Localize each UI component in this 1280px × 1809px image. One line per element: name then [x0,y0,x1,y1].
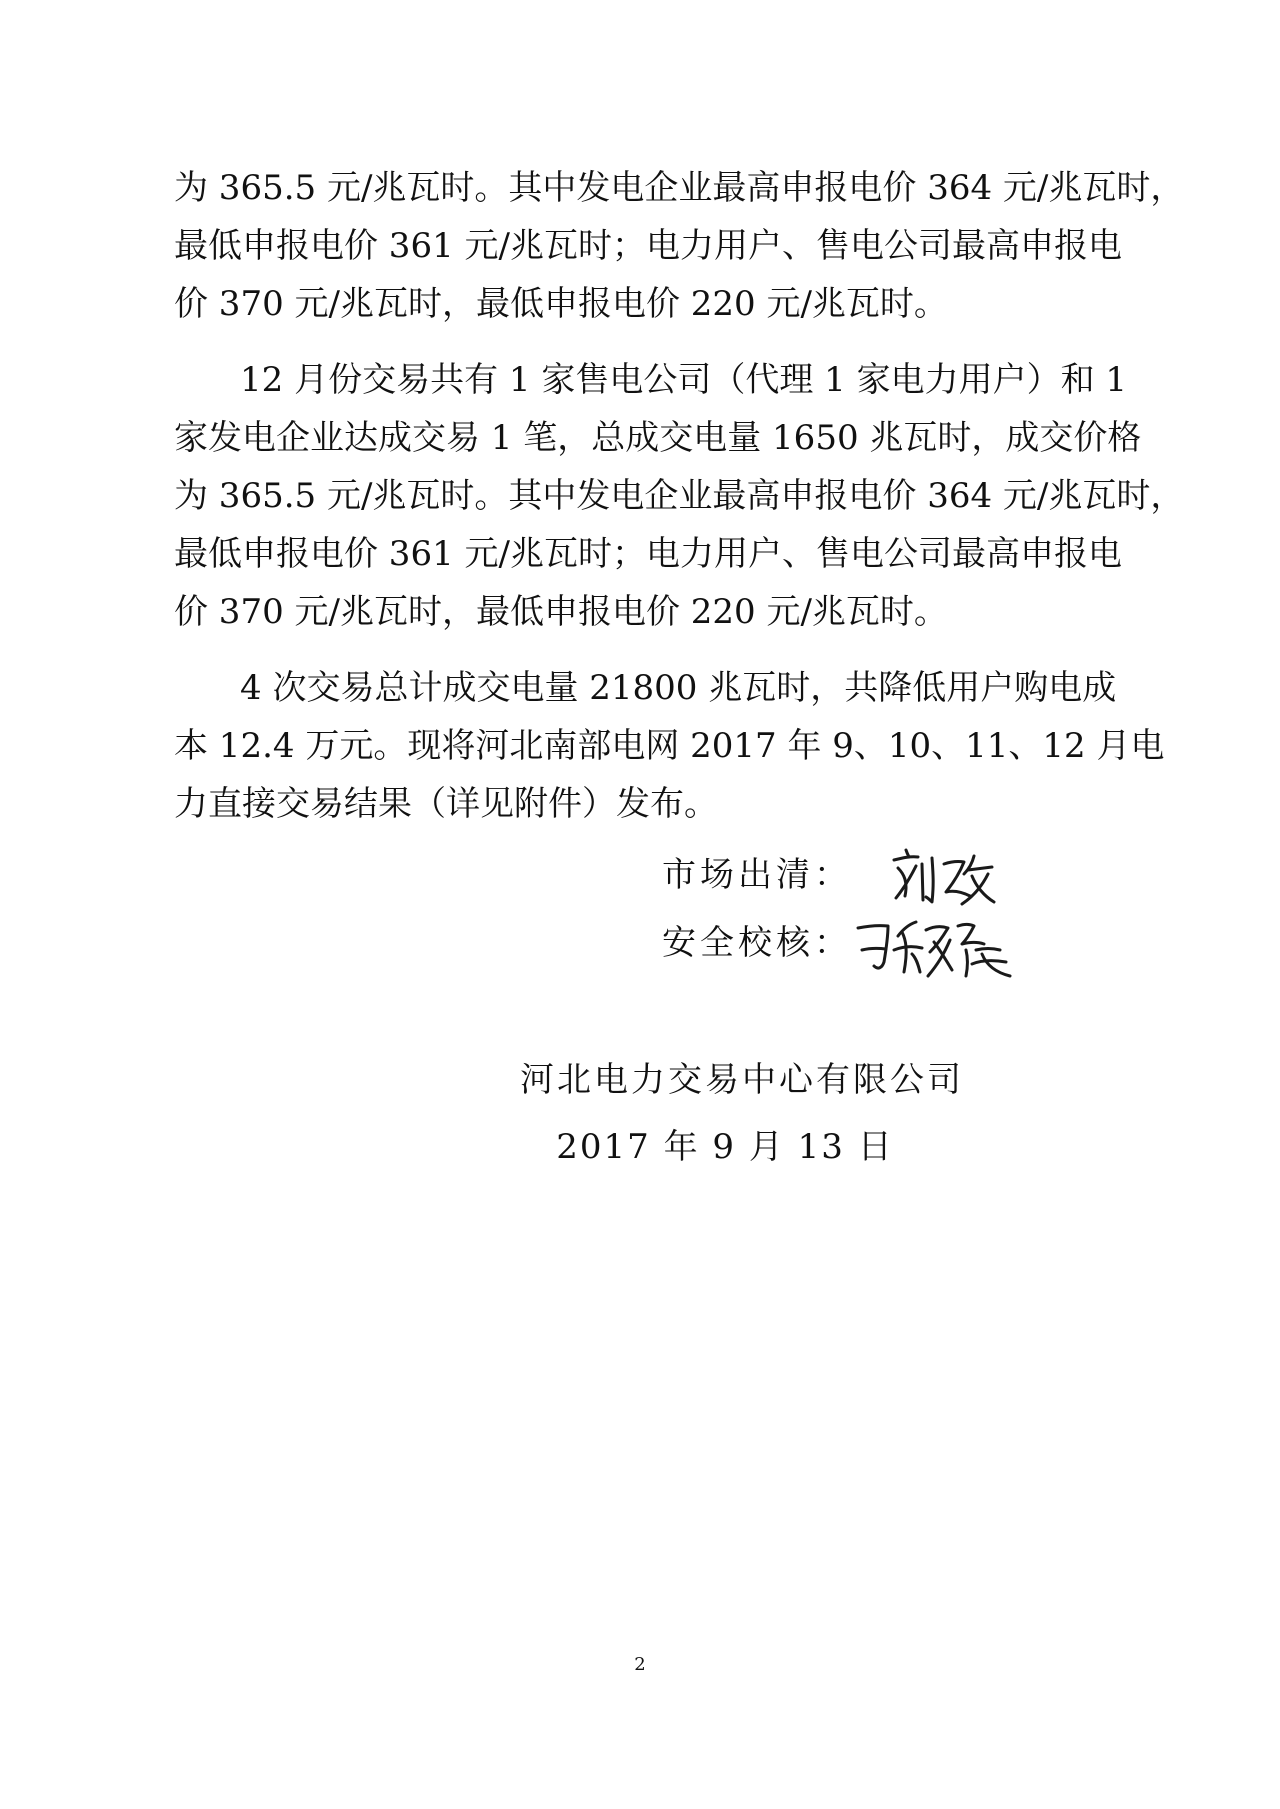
market-clearing-label: 市场出清： [662,855,852,895]
page-number: 2 [634,1654,646,1675]
paragraph2-line-5: 价 370 元/兆瓦时，最低申报电价 220 元/兆瓦时。 [174,592,948,632]
paragraph3-line-2: 本 12.4 万元。现将河北南部电网 2017 年 9、10、11、12 月电 [174,726,1165,766]
paragraph1-line-1: 为 365.5 元/兆瓦时。其中发电企业最高申报电价 364 元/兆瓦时， [174,168,1185,208]
paragraph2-line-2: 家发电企业达成交易 1 笔，总成交电量 1650 兆瓦时，成交价格 [174,418,1142,458]
security-check-label: 安全校核： [662,923,852,963]
paragraph3-line-3: 力直接交易结果（详见附件）发布。 [174,784,718,824]
paragraph1-line-3: 价 370 元/兆瓦时，最低申报电价 220 元/兆瓦时。 [174,284,948,324]
paragraph3-line-1: 4 次交易总计成交电量 21800 兆瓦时，共降低用户购电成 [240,668,1117,708]
issue-date: 2017 年 9 月 13 日 [556,1127,894,1167]
market-clearing-signature [888,842,998,912]
paragraph2-line-1: 12 月份交易共有 1 家售电公司（代理 1 家电力用户）和 1 [240,360,1128,400]
organization-name: 河北电力交易中心有限公司 [520,1060,964,1100]
paragraph1-line-2: 最低申报电价 361 元/兆瓦时；电力用户、售电公司最高申报电 [174,226,1122,266]
security-check-signature [854,906,1014,986]
paragraph2-line-3: 为 365.5 元/兆瓦时。其中发电企业最高申报电价 364 元/兆瓦时， [174,476,1185,516]
paragraph2-line-4: 最低申报电价 361 元/兆瓦时；电力用户、售电公司最高申报电 [174,534,1122,574]
